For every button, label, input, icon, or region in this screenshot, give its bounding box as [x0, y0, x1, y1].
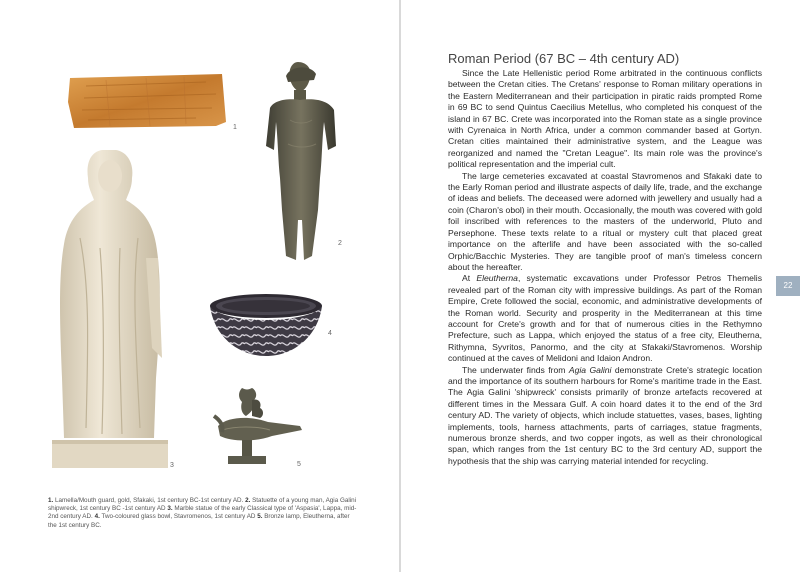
caption-1-text: Lamella/Mouth guard, gold, Sfakaki, 1st century BC-1st century AD. [53, 497, 246, 504]
caption-4-number: 4. [94, 513, 100, 521]
caption-3-text: Marble statue of the early Classical type of 'Aspasia', Lappa, mid-2nd century AD. [48, 505, 357, 521]
paragraph-4-italic: Agia Galini [568, 364, 612, 375]
caption-1-number: 1. [48, 497, 54, 504]
figure-captions [48, 497, 360, 530]
paragraph-3 [448, 273, 762, 364]
paragraph-3-lead: At [462, 273, 477, 284]
paragraph-4-lead: The underwater finds from [462, 364, 569, 375]
body-text [448, 68, 762, 467]
figure-2-number: 2 [338, 240, 342, 247]
figure-3-number: 3 [170, 462, 174, 469]
section-title: Roman Period (67 BC – 4th century AD) [448, 50, 680, 66]
caption-2-number: 2. [245, 497, 251, 504]
figure-5-number: 5 [297, 461, 301, 468]
paragraph-1: Since the Late Hellenistic period Rome arbitrated in the continuous conflicts between the Cretan cities. The Cretans' response to Roman military operations in the Eastern Mediterranean and their participation in piratic raids prompted Rome in 69 BC to send Quintus Caecilius Metellus, who completed his conquest of the island in 67 BC. Crete was incorporated into the Roman state as a single province with Cyrenaica in North Africa, under a common commander based at Gortyn. Cretan cities maintained their administrative system, and the League was reorganized and named the "Cretan League". Its main role was the province's political representation and the imperial cult. [448, 68, 762, 170]
figure-4-number: 4 [328, 330, 332, 337]
caption-4-text: Two-coloured glass bowl, Stavromenos, 1st century AD [99, 513, 258, 521]
page-number-tab: 22 [776, 276, 800, 296]
marble-statue-image [50, 148, 170, 470]
paragraph-3-rest: , systematic excavations under Professor Petros Themelis revealed part of the Roman city with impressive buildings. As part of the Roman Empire, Crete followed the social, economic, and administrative developments of the Roman world. Security and prosperity in the Mediterranean at this time account for Crete's growth and for that of numerous cities in the Rethymno Prefecture, such as Lappa, which enjoyed the status of a free city, Eleutherna, Rithymna, Syvritos, Panormo, and the city at Sfakaki/Stavromenos. Worship continued at the caves of Melidoni and Idaion Andron. [448, 273, 762, 364]
gold-lamella-image [66, 72, 228, 130]
glass-bowl-image [208, 292, 324, 360]
caption-2-text: Statuette of a young man, Agia Galini shipwreck, 1st century BC -1st century AD [48, 497, 357, 513]
caption-5-text: Bronze lamp, Eleutherna, after the 1st century BC. [48, 513, 350, 529]
caption-3-number: 3. [167, 505, 173, 513]
bronze-statuette-image [262, 60, 342, 266]
paragraph-4 [448, 365, 762, 468]
paragraph-3-italic: Eleutherna [476, 273, 518, 284]
paragraph-4-rest: demonstrate Crete's strategic location and the importance of its southern harbours for Rome's maritime trade in the East. The Agia Galini 'shipwreck' consists primarily of bronze artefacts recovered at different times in the Messara Gulf. A coin hoard dates it to the end of the 3rd century AD. The variety of objects, which include statuettes, vases, bases, lighting implements, tools, harness attachments, parts of carriages, statue fragments, numerous bronze sherds, and two copper ingots, as well as their chronological span, which ranges from the 1st century BC to the 3rd century AD, support the hypothesis that the ship was carrying material intended for recycling. [448, 364, 762, 466]
bronze-lamp-image [212, 386, 304, 468]
paragraph-2: The large cemeteries excavated at coastal Stavromenos and Sfakaki date to the Early Roman period and illustrate aspects of daily life, trade, and the exchange of ideas and beliefs. The deceased were adorned with jewellery and usually had a coin (Charon's obol) in their mouth. Occasionally, the mouth was covered with gold foil inscribed with references to the masters of the underworld, Pluto and Persephone. These texts relate to a ritual or mystery cult that placed great importance on the afterlife and have been associated with the so-called Orphic/Bacchic Mysteries. They are tangible proof of man's timeless concern about the hereafter. [448, 170, 762, 272]
caption-5-number: 5. [257, 513, 263, 521]
figure-1-number: 1 [233, 124, 237, 131]
